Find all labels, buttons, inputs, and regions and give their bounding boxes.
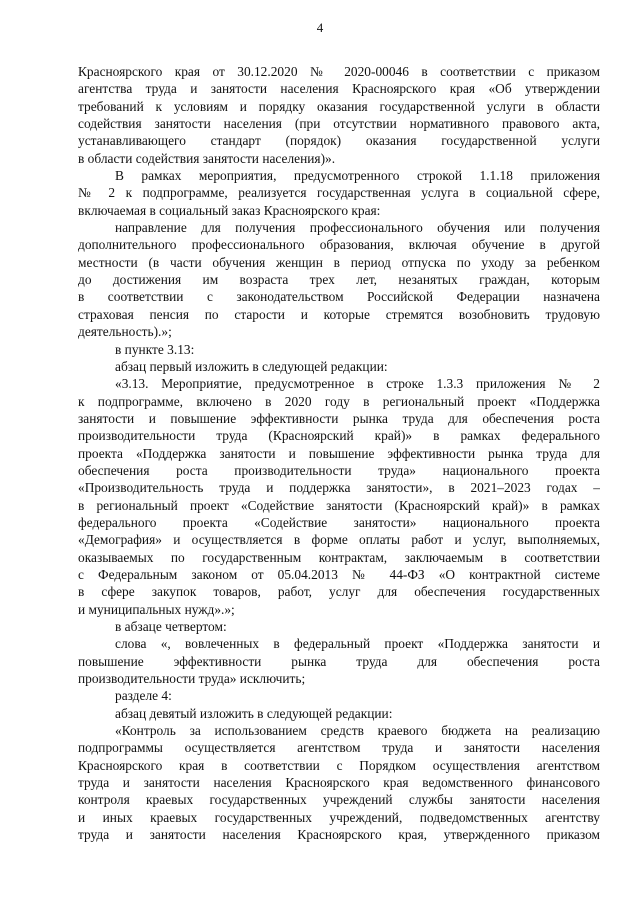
text-line: оказываемых по государственным контрактам, заключаемым в соответствии [78, 549, 600, 565]
document-body [78, 63, 600, 843]
text-line: с Федеральным законом от 05.04.2013 № 44-ФЗ «О контрактной системе [78, 566, 600, 582]
text-line: проекта «Поддержка занятости и повышение эффективности рынка труда для [78, 445, 600, 461]
text-line: направление для получения профессионального обучения или получения [115, 220, 600, 236]
text-line: производительности труда» исключить; [78, 671, 306, 687]
text-line: местности (в части обучения женщин в период отпуска по уходу за ребенком [78, 254, 600, 270]
text-line: № 2 к подпрограмме, реализуется государственная услуга в социальной сфере, [78, 185, 600, 201]
text-line: в соответствии с законодательством Российской Федерации назначена [78, 289, 600, 305]
text-line: занятости и повышение эффективности рынка труда для обеспечения роста [78, 410, 600, 426]
text-line: слова «, вовлеченных в федеральный проект «Поддержка занятости и [115, 636, 600, 652]
text-line: и иных краевых государственных учреждений, подведомственных агентству [78, 809, 600, 825]
text-line: «Контроль за использованием средств краевого бюджета на реализацию [115, 723, 600, 739]
text-line: включаемая в социальный заказ Красноярского края: [78, 202, 381, 218]
text-line: труда и занятости населения Красноярского края ведомственного финансового [78, 775, 600, 791]
text-line: в абзаце четвертом: [115, 619, 227, 634]
text-line: страховая пенсия по старости и которые стремятся возобновить трудовую [78, 306, 600, 322]
text-line: и муниципальных нужд».»; [78, 601, 235, 617]
text-line: труда и занятости населения Красноярского края, утвержденного приказом [78, 827, 600, 843]
text-line: подпрограммы осуществляется агентством труда и занятости населения [78, 740, 600, 756]
text-line: повышение эффективности рынка труда для обеспечения роста [78, 653, 600, 669]
text-line: в пункте 3.13: [115, 341, 195, 357]
text-line: «Производительность труда и поддержка занятости», в 2021–2023 годах – [78, 480, 600, 496]
text-line: устанавливающего стандарт (порядок) оказания государственной услуги [78, 133, 600, 149]
text-line: «Демография» и осуществляется в форме оплаты работ и услуг, выполняемых, [78, 532, 600, 548]
text-line: контроля краевых государственных учреждений службы занятости населения [78, 792, 600, 808]
text-line: в области содействия занятости населения)». [78, 150, 336, 166]
text-line: федерального проекта «Содействие занятости» национального проекта [78, 514, 600, 530]
text-line: в региональный проект «Содействие занятости (Красноярский край)» в рамках [78, 497, 600, 513]
text-line: до достижения им возраста трех лет, незанятых граждан, которым [78, 272, 600, 288]
text-line: разделе 4: [115, 688, 172, 704]
text-line: абзац девятый изложить в следующей редакции: [115, 705, 393, 721]
text-line: деятельность).»; [78, 324, 172, 340]
text-line: Красноярского края от 30.12.2020 № 2020-00046 в соответствии с приказом [78, 64, 600, 79]
text-line: производительности труда (Красноярский край)» в рамках федерального [78, 428, 600, 444]
text-line: требований к условиям и порядку оказания государственной услуги в области [78, 98, 600, 114]
text-line: дополнительного профессионального образования, включая обучение в другой [78, 237, 600, 253]
text-line: «3.13. Мероприятие, предусмотренное в строке 1.3.3 приложения № 2 [115, 376, 600, 392]
text-line: к подпрограмме, включено в 2020 году в региональный проект «Поддержка [78, 393, 600, 409]
text-line: агентства труда и занятости населения Красноярского края «Об утверждении [78, 81, 600, 97]
text-line: обеспечения роста производительности труда» национального проекта [78, 462, 600, 478]
text-line: абзац первый изложить в следующей редакции: [115, 358, 388, 374]
text-line: В рамках мероприятия, предусмотренного строкой 1.1.18 приложения [115, 168, 600, 184]
page-number: 4 [316, 20, 324, 35]
text-line: содействия занятости населения (при отсутствии нормативного правового акта, [78, 116, 600, 132]
text-line: в сфере закупок товаров, работ, услуг для обеспечения государственных [78, 584, 600, 600]
text-line: Красноярского края в соответствии с Порядком осуществления агентством [78, 757, 600, 773]
